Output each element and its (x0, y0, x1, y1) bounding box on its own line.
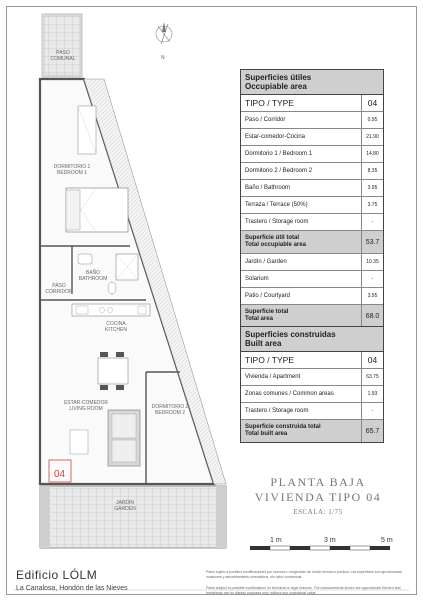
useful-row-garden: Jardín / Garden 10.35 (241, 254, 383, 271)
built-row-storage: Trastero / Storage room - (241, 403, 383, 420)
communal-passage (42, 14, 82, 77)
useful-type-row: TIPO / TYPE 04 (241, 95, 383, 112)
built-total-row: Superficie construida total Total built area 65.7 (241, 420, 383, 442)
plan-title-line1: PLANTA BAJA (270, 475, 366, 489)
north-label: N (161, 55, 165, 61)
built-row-apartment: Vivienda / Apartment 63.75 (241, 369, 383, 386)
bathroom-toilet (108, 282, 116, 294)
communal-passage-label: PASO COMUNAL (50, 50, 76, 62)
garden-area (40, 486, 226, 548)
built-area-table (240, 326, 384, 443)
scale-label-1m: 1 m (270, 537, 282, 544)
useful-area-header: Superficies útiles Occupiable area (241, 70, 383, 95)
dining-table (98, 358, 128, 384)
scale-label-5m: 5 m (381, 537, 393, 544)
built-area-header: Superficies construidas Built area (241, 327, 383, 352)
brand-name: Edificio LÓLM (16, 568, 98, 582)
bathroom-sink (78, 254, 92, 264)
built-type-row: TIPO / TYPE 04 (241, 352, 383, 369)
disclaimer-es: Plano sujeto a posibles modificaciones por razones o exigencias de índole técnica o jurídica. Las superficies son aproximadas, ocasiones y amueblamiento orientativos, sin valor contractual. (206, 570, 403, 579)
useful-row-bedroom2: Dormitorio 2 / Bedroom 2 8.35 (241, 163, 383, 180)
bedroom2-label: DORMITORIO 2 BEDROOM 2 (151, 404, 189, 416)
useful-row-bedroom1: Dormitorio 1 / Bedroom 1 14.80 (241, 146, 383, 163)
useful-row-patio: Patio / Courtyard 3.95 (241, 288, 383, 305)
useful-row-corridor: Paso / Corridor 0.95 (241, 112, 383, 129)
built-row-common: Zonas comunes / Common areas 1.93 (241, 386, 383, 403)
disclaimer-en: Plans subject to possible modifications for technical or legal reasons. The measurements shown are approximate.Kitchen and furnishings are for display purposes only, without any contractual value. (206, 586, 401, 595)
plan-scale: ESCALA: 1/75 (293, 508, 343, 516)
useful-row-bathroom: Baño / Bathroom 3.95 (241, 180, 383, 197)
useful-row-storage: Trastero / Storage room - (241, 214, 383, 231)
corridor-label: PASO CORRIDOR (45, 283, 73, 295)
useful-row-solarium: Solarium - (241, 271, 383, 288)
location: La Canalosa, Hondón de las Nieves (16, 585, 128, 592)
bathroom-label: BAÑO BATHROOM (78, 270, 108, 282)
coffee-table (70, 430, 88, 454)
kitchen-counter (72, 304, 150, 316)
total-area-row: Superficie total Total area 68.0 (241, 305, 383, 327)
useful-area-table (240, 69, 384, 328)
plan-title-line2: VIVIENDA TIPO 04 (254, 490, 382, 504)
kitchen-label: COCINA KITCHEN (105, 321, 127, 333)
garden-label: JARDÍN GARDEN (114, 500, 136, 512)
useful-total-row: Superficie útil total Total occupiable area 53.7 (241, 231, 383, 254)
bedroom1-label: DORMITORIO 1 BEDROOM 1 (53, 164, 91, 176)
scale-label-3m: 3 m (324, 537, 336, 544)
living-label: ESTAR-COMEDOR LIVING ROOM (63, 400, 109, 412)
scale-bar (250, 546, 390, 550)
useful-row-living: Estar-comedor-Cocina 21.90 (241, 129, 383, 146)
north-arrow-icon (156, 22, 172, 44)
unit-number: 04 (54, 469, 66, 480)
useful-row-terrace: Terraza / Terrace (50%) 3.75 (241, 197, 383, 214)
